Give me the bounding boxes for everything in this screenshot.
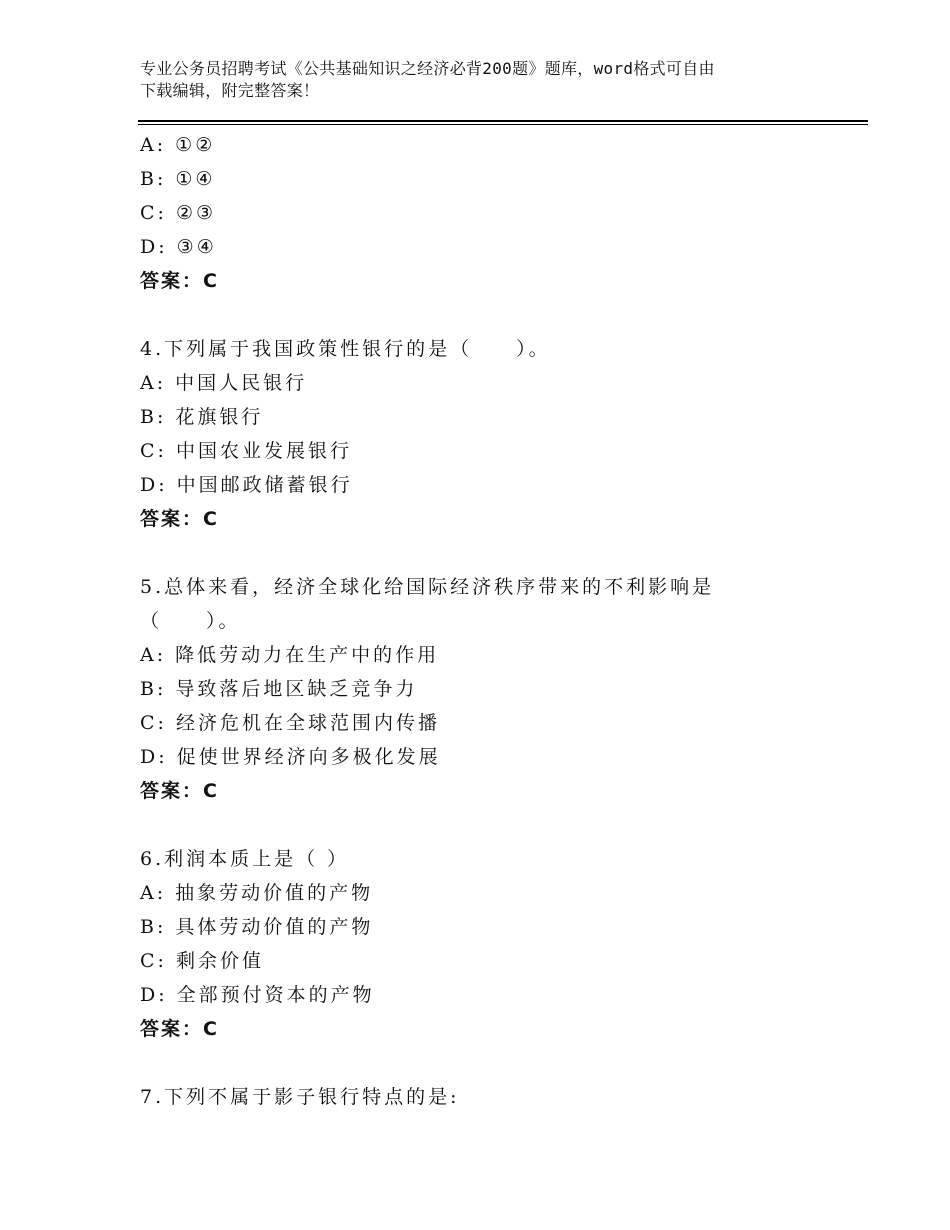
- question-title: 6.利润本质上是（ ）: [140, 848, 350, 870]
- question-7: [140, 1080, 860, 1114]
- header-line-1: 专业公务员招聘考试《公共基础知识之经济必背200题》题库，word格式可自由: [140, 59, 715, 78]
- question-list: [140, 128, 860, 1114]
- option-b: B: 花旗银行: [140, 406, 264, 428]
- spacer: [140, 536, 860, 570]
- question-6: [140, 842, 860, 1046]
- header-divider-thick: [138, 120, 868, 122]
- option-a: A: 中国人民银行: [140, 372, 308, 394]
- question-title: 4.下列属于我国政策性银行的是（ ）。: [140, 338, 551, 360]
- option-c: C: 剩余价值: [140, 950, 264, 972]
- option-d: D: ③④: [140, 236, 217, 258]
- option-b: B: ①④: [140, 168, 216, 190]
- spacer: [140, 808, 860, 842]
- option-d: D: 全部预付资本的产物: [140, 984, 375, 1006]
- header-divider-thin: [138, 124, 868, 125]
- spacer: [140, 298, 860, 332]
- option-c: C: ②③: [140, 202, 217, 224]
- option-c: C: 中国农业发展银行: [140, 440, 352, 462]
- document-header: [140, 58, 830, 102]
- question-title: 7.下列不属于影子银行特点的是:: [140, 1086, 460, 1108]
- question-4: [140, 332, 860, 536]
- option-d: D: 促使世界经济向多极化发展: [140, 746, 441, 768]
- question-title-line-2: （ ）。: [140, 610, 241, 632]
- spacer: [140, 1046, 860, 1080]
- option-a: A: 抽象劳动价值的产物: [140, 882, 374, 904]
- answer-label: 答案：C: [140, 508, 219, 530]
- question-5: [140, 570, 860, 808]
- option-d: D: 中国邮政储蓄银行: [140, 474, 353, 496]
- answer-label: 答案：C: [140, 1018, 219, 1040]
- option-a: A: 降低劳动力在生产中的作用: [140, 644, 440, 666]
- option-b: B: 具体劳动价值的产物: [140, 916, 374, 938]
- question-title-line-1: 5.总体来看，经济全球化给国际经济秩序带来的不利影响是: [140, 576, 715, 598]
- option-c: C: 经济危机在全球范围内传播: [140, 712, 440, 734]
- answer-label: 答案：C: [140, 270, 219, 292]
- answer-label: 答案：C: [140, 780, 219, 802]
- header-line-2: 下载编辑，附完整答案！: [140, 81, 320, 100]
- option-a: A: ①②: [140, 134, 216, 156]
- question-3: [140, 128, 860, 298]
- option-b: B: 导致落后地区缺乏竞争力: [140, 678, 418, 700]
